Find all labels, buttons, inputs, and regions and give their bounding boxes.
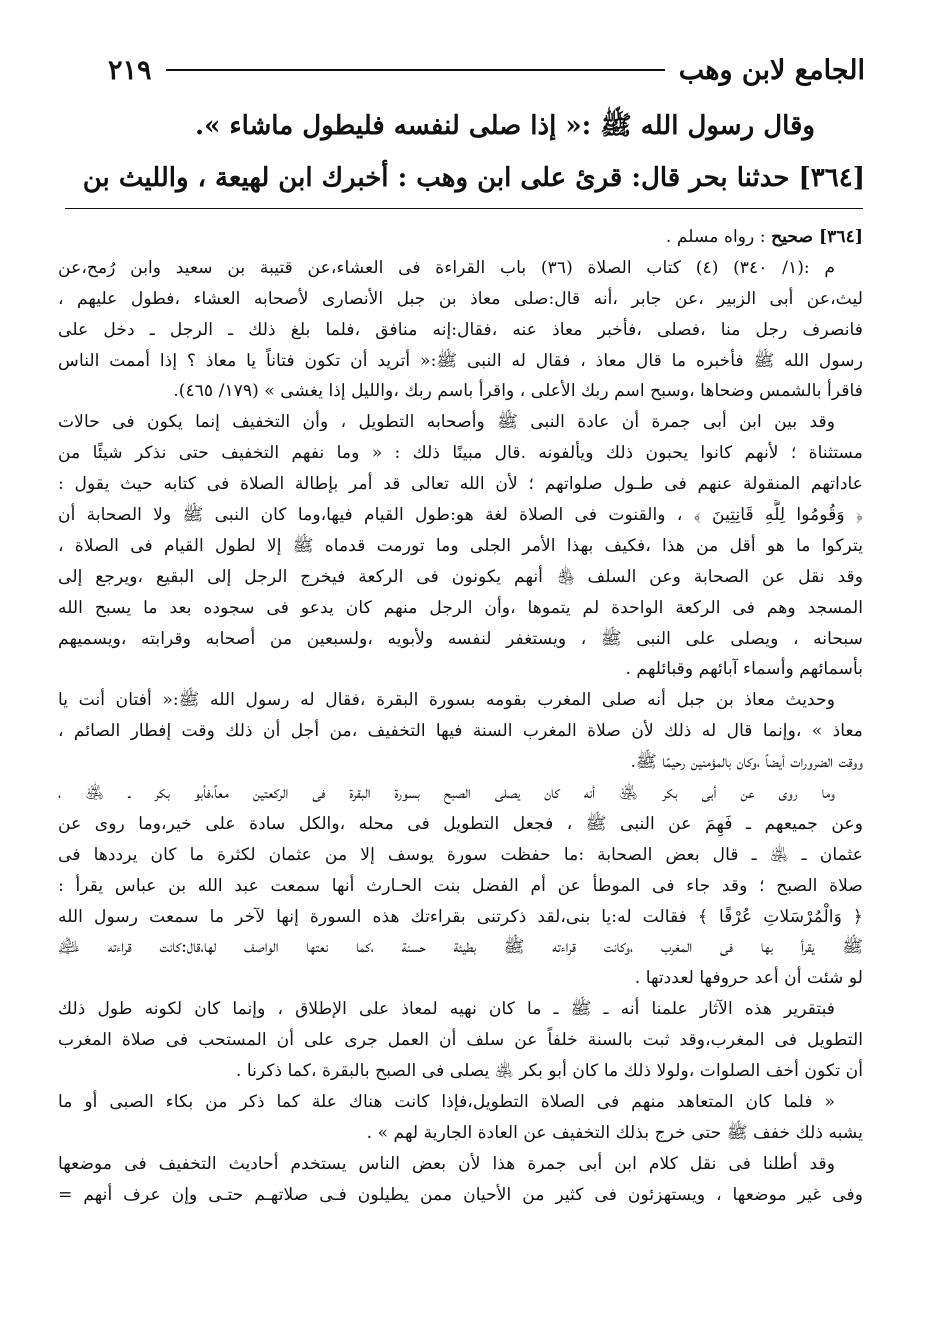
footnote-line: المسجد وهم فى الركعة الواحدة لم يتموها ،وأن الرجل منهم كان يدعو فى سجوده بعد ما يسبح الله xyxy=(58,597,863,618)
footnote-line: عثمان ـ ﵁ ـ قال بعض الصحابة :ما حفظت سورة يوسف إلا من عثمان لكثرة ما كان يرددها فى xyxy=(58,844,863,865)
footnote-line: لو شئت أن أعد حروفها لعددتها . xyxy=(634,968,863,989)
footnote-line: يتركوا ما هو أقل من هذا ،فكيف بهذا الأمر الجلى وما تورمت قدماه ﷺ إلا لطول القيام فى الصلاة ، xyxy=(58,535,863,556)
footnote-line: وما روى عن أبى بكر ﵁ أنه كان يصلى الصبح بسورة البقرة فى الركعتين معاً،فأبو بكر ـ ﵁ ، xyxy=(58,783,835,804)
footnote-line: ووقت الضرورات أيضاً ،وكان بالمؤمنين رحيمًا ﷺ. xyxy=(630,752,863,773)
main-text-line: [٣٦٤] حدثنا بحر قال: قرئ على ابن وهب : أخبرك ابن لهيعة ، والليث بن xyxy=(82,163,865,193)
footnote-separator xyxy=(65,208,863,209)
footnote-line: سبحانه ، ويصلى على النبى ﷺ ، ويستغفر لنفسه ولأبويه ،ولسبعين من أصحابه وقرابته ،ويسميهم xyxy=(58,628,863,649)
footnote-line: وفى غير موضعها ، ويستهزئون فى كثير من الأحيان ممن يطيلون فـى صلاتهـم حتـى وإن عرف أنهم = xyxy=(58,1184,863,1205)
footnote-line: م :(١/ ٣٤٠) (٤) كتاب الصلاة (٣٦) باب القراءة فى العشاء،عن قتيبة بن سعيد وابن رُمح،عن xyxy=(58,257,836,278)
running-header xyxy=(108,52,865,88)
footnote-line: صلاة الصبح ؛ وقد جاء فى الموطأ عن أم الفضل بنت الحـارث أنها سمعت عبد الله بن عباس يقرأ : xyxy=(58,875,863,896)
footnote-heading xyxy=(58,222,863,253)
footnote-line: رسول الله ﷺ فأخبره ما قال معاذ ، فقال له النبى ﷺ:« أتريد أن تكون فتاناً يا معاذ ؟ إذا أممت الناس xyxy=(58,350,863,371)
footnote-line: وقد أطلنا فى نقل كلام ابن أبى جمرة هذا لأن بعض الناس يستخدم أحاديث التخفيف فى موضعها xyxy=(58,1153,835,1174)
footnote-line: مستثناة ؛ لأنهم كانوا يحبون ذلك ويألفونه .قال مبينًا ذلك : « وما نفهم التخفيف حتى نذكر شيئًا من xyxy=(58,443,863,464)
footnote-label-rest: : رواه مسلم . xyxy=(665,227,766,247)
main-text xyxy=(58,100,865,204)
footnote-line: بأسمائهم وأسماء آبائهم وقبائلهم . xyxy=(625,659,863,680)
footnote-line: وقد بين ابن أبى جمرة أن عادة النبى ﷺ وأصحابه التطويل ، وأن التخفيف إنما يكون فى حالات xyxy=(58,412,835,433)
footnote-line: عاداتهم المنقولة عنهم فى طـول صلواتهم ؛ لأن الله تعالى قد أمر بإطالة الصلاة فى كتابه حيث يقول : xyxy=(58,474,863,495)
footnote-line: ﷺ يقرأ بها فى المغرب ،وكانت قراءته ﷺ بطيئة حسنة ،كما نعتها الواصف لها،قال:كانت قراءته ﵇ xyxy=(58,937,863,958)
footnote-line: أن تكون أخف الصلوات ،ولولا ذلك ما كان أبو بكر ﵁ يصلى فى الصبح بالبقرة ،كما ذكرنا . xyxy=(235,1061,863,1082)
header-rule xyxy=(166,69,665,71)
footnote-line: ﴿ وَقُومُوا لِلَّهِ قَانِتِينَ ﴾ ، والقنوت فى الصلاة لغة هو:طول القيام فيها،وما كان النبى ﷺ ولا الصحابة أن xyxy=(58,505,863,526)
footnote-line: وقد نقل عن الصحابة وعن السلف ﵃ أنهم يكونون فى الركعة فيخرج الرجل إلى البقيع ،ويرجع إلى xyxy=(58,566,863,587)
footnote-line: وحديث معاذ بن جبل أنه صلى المغرب بقومه بسورة البقرة ،فقال له رسول الله ﷺ:« أفتان أنت يا xyxy=(58,690,835,711)
footnote xyxy=(58,222,863,1211)
main-text-line: وقال رسول الله ﷺ :« إذا صلى لنفسه فليطول ماشاء ». xyxy=(195,111,815,141)
footnote-label: [٣٦٤] صحيح xyxy=(771,227,863,247)
footnote-line: التطويل فى المغرب،وقد ثبت بالسنة خلفاً عن سلف أن العمل جرى على أن المستحب فى صلاة المغرب xyxy=(58,1030,863,1051)
footnote-line: معاذ » ،وإنما قال له ذلك لأن صلاة المغرب السنة فيها التخفيف ،من أجل أن ذلك وقت إفطار الصائم ، xyxy=(58,721,863,742)
footnote-line: ﴿ وَالْمُرْسَلاتِ عُرْفًا ﴾ فقالت له:يا بنى،لقد ذكرتنى بقراءتك هذه السورة إنها لآخر ما سمعت رسول الله xyxy=(58,906,863,927)
footnote-line: « فلما كان المتعاهد منهم فى الصلاة التطويل،فإذا كانت هناك علة كما ذكر من بكاء الصبى أو ما xyxy=(58,1091,835,1112)
footnote-line: فاقرأ بالشمس وضحاها ،وسبح اسم ربك الأعلى ، واقرأ باسم ربك ،والليل إذا يغشى » (١٧٩/ ٤٦٥). xyxy=(173,381,863,402)
footnote-line: فبتقرير هذه الآثار علمنا أنه ـ ﷺ ـ ما كان نهيه لمعاذ على الإطلاق ، وإنما كان لكونه طول ذلك xyxy=(58,999,835,1020)
footnote-line: يشبه ذلك خفف ﷺ حتى خرج بذلك التخفيف عن العادة الجارية لهم » . xyxy=(366,1122,863,1143)
footnote-line: ليث،عن أبى الزبير ،عن جابر ،أنه قال:صلى معاذ بن جبل الأنصارى لأصحابه العشاء ،فطول عليهم ، xyxy=(58,288,863,309)
page-number: ٢١٩ xyxy=(108,54,152,86)
book-title: الجامع لابن وهب xyxy=(678,54,865,86)
footnote-line: وعن جميعهم ـ فَهِمَ عن النبى ﷺ ، فجعل التطويل فى محله ،والكل سادة على خير،وما روى عن xyxy=(58,813,863,834)
footnote-line: فانصرف رجل منا ،فصلى ،فأخبر معاذ عنه ،فقال:إنه منافق ،فلما بلغ ذلك ـ الرجل ـ دخل على xyxy=(58,319,863,340)
